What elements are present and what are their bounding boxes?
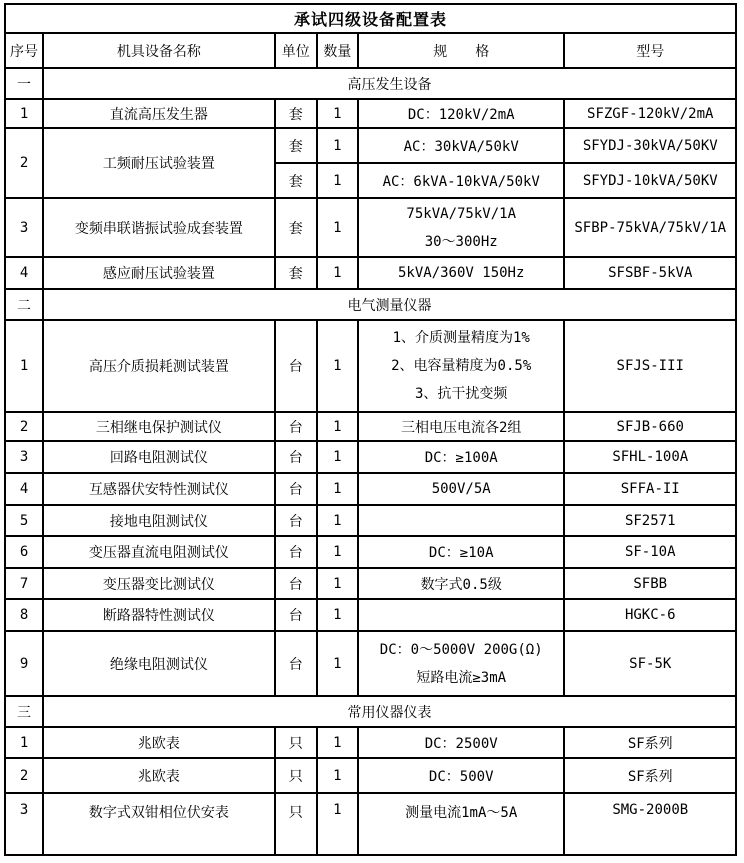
cell-unit: 套 [275, 128, 317, 163]
col-header-qty: 数量 [317, 33, 358, 68]
cell-equipment-name: 数字式双钳相位伏安表 [43, 793, 275, 855]
cell-model: SFYDJ-10kVA/50KV [564, 163, 736, 198]
cell-equipment-name: 变压器变比测试仪 [43, 568, 275, 599]
cell-qty: 1 [317, 163, 358, 198]
section-number: 三 [5, 696, 43, 727]
cell-equipment-name: 接地电阻测试仪 [43, 505, 275, 536]
cell-spec: DC：≥100A [358, 441, 565, 473]
cell-unit: 只 [275, 758, 317, 793]
cell-unit: 台 [275, 536, 317, 568]
table-row [5, 568, 736, 599]
cell-equipment-name: 互感器伏安特性测试仪 [43, 473, 275, 505]
cell-qty: 1 [317, 473, 358, 505]
spec-line: DC：0～5000V 200G(Ω) [379, 641, 543, 658]
cell-spec: 测量电流1mA～5A [358, 793, 565, 855]
table-row [5, 505, 736, 536]
section-number: 二 [5, 289, 43, 320]
cell-unit: 套 [275, 99, 317, 128]
cell-qty: 1 [317, 99, 358, 128]
cell-index: 2 [5, 128, 43, 198]
cell-equipment-name: 高压介质损耗测试装置 [43, 320, 275, 412]
cell-model: SF-5K [564, 631, 736, 696]
cell-model: SFHL-100A [564, 441, 736, 473]
spec-line: 短路电流≥3mA [416, 669, 507, 686]
cell-equipment-name: 兆欧表 [43, 758, 275, 793]
cell-equipment-name: 绝缘电阻测试仪 [43, 631, 275, 696]
cell-model: SF系列 [564, 727, 736, 758]
cell-qty: 1 [317, 727, 358, 758]
col-header-index: 序号 [5, 33, 43, 68]
cell-qty: 1 [317, 412, 358, 441]
cell-unit: 只 [275, 793, 317, 855]
spec-line: 30～300Hz [424, 233, 498, 250]
cell-model: SF2571 [564, 505, 736, 536]
cell-model: SFYDJ-30kVA/50KV [564, 128, 736, 163]
cell-index: 3 [5, 198, 43, 257]
cell-qty: 1 [317, 793, 358, 855]
table-row [5, 412, 736, 441]
cell-index: 2 [5, 412, 43, 441]
table-row [5, 257, 736, 289]
cell-spec: 数字式0.5级 [358, 568, 565, 599]
cell-qty: 1 [317, 758, 358, 793]
cell-spec [358, 599, 565, 631]
spec-line: 1、介质测量精度为1% [392, 330, 530, 346]
cell-qty: 1 [317, 198, 358, 257]
cell-equipment-name: 变压器直流电阻测试仪 [43, 536, 275, 568]
cell-equipment-name: 兆欧表 [43, 727, 275, 758]
cell-model: SF系列 [564, 758, 736, 793]
section-heading: 高压发生设备 [43, 68, 736, 99]
cell-unit: 套 [275, 198, 317, 257]
cell-spec [358, 198, 565, 257]
cell-spec [358, 505, 565, 536]
table-row [5, 99, 736, 128]
cell-index: 4 [5, 473, 43, 505]
cell-equipment-name: 三相继电保护测试仪 [43, 412, 275, 441]
table-row [5, 599, 736, 631]
cell-index: 7 [5, 568, 43, 599]
cell-index: 1 [5, 727, 43, 758]
section-number: 一 [5, 68, 43, 99]
cell-index: 3 [5, 441, 43, 473]
col-header-spec: 规 格 [358, 33, 565, 68]
cell-model: SFSBF-5kVA [564, 257, 736, 289]
col-header-unit: 单位 [275, 33, 317, 68]
table-row [5, 727, 736, 758]
table-row [5, 631, 736, 696]
cell-equipment-name: 变频串联谐振试验成套装置 [43, 198, 275, 257]
cell-index: 1 [5, 99, 43, 128]
section-heading: 常用仪器仪表 [43, 696, 736, 727]
col-header-name: 机具设备名称 [43, 33, 275, 68]
spec-line: 2、电容量精度为0.5% [391, 358, 532, 374]
cell-index: 5 [5, 505, 43, 536]
cell-unit: 台 [275, 320, 317, 412]
cell-unit: 只 [275, 727, 317, 758]
cell-spec: AC：30kVA/50kV [358, 128, 565, 163]
cell-qty: 1 [317, 631, 358, 696]
cell-model: SF-10A [564, 536, 736, 568]
table-row [5, 441, 736, 473]
cell-index: 6 [5, 536, 43, 568]
cell-unit: 套 [275, 257, 317, 289]
cell-model: SFBB [564, 568, 736, 599]
spec-line: 75kVA/75kV/1A [406, 205, 516, 222]
table-row [5, 473, 736, 505]
cell-equipment-name: 工频耐压试验装置 [43, 128, 275, 198]
cell-model: SFJS-III [564, 320, 736, 412]
cell-equipment-name: 感应耐压试验装置 [43, 257, 275, 289]
cell-spec: DC：120kV/2mA [358, 99, 565, 128]
cell-unit: 台 [275, 441, 317, 473]
cell-qty: 1 [317, 536, 358, 568]
equipment-config-table [4, 3, 737, 856]
section-heading: 电气测量仪器 [43, 289, 736, 320]
cell-qty: 1 [317, 257, 358, 289]
cell-index: 4 [5, 257, 43, 289]
cell-unit: 套 [275, 163, 317, 198]
cell-unit: 台 [275, 473, 317, 505]
cell-index: 8 [5, 599, 43, 631]
table-title: 承试四级设备配置表 [5, 4, 736, 33]
table-row [5, 758, 736, 793]
cell-unit: 台 [275, 505, 317, 536]
cell-index: 9 [5, 631, 43, 696]
cell-spec: 5kVA/360V 150Hz [358, 257, 565, 289]
cell-index: 1 [5, 320, 43, 412]
col-header-model: 型号 [564, 33, 736, 68]
cell-unit: 台 [275, 568, 317, 599]
cell-equipment-name: 断路器特性测试仪 [43, 599, 275, 631]
cell-model: SFJB-660 [564, 412, 736, 441]
cell-qty: 1 [317, 128, 358, 163]
cell-model: SFBP-75kVA/75kV/1A [564, 198, 736, 257]
cell-qty: 1 [317, 568, 358, 599]
cell-unit: 台 [275, 631, 317, 696]
cell-equipment-name: 回路电阻测试仪 [43, 441, 275, 473]
table-row [5, 793, 736, 855]
cell-spec: AC：6kVA-10kVA/50kV [358, 163, 565, 198]
table-row [5, 536, 736, 568]
cell-spec [358, 631, 565, 696]
cell-unit: 台 [275, 599, 317, 631]
cell-qty: 1 [317, 320, 358, 412]
cell-spec: DC：500V [358, 758, 565, 793]
cell-qty: 1 [317, 441, 358, 473]
cell-spec [358, 320, 565, 412]
cell-model: HGKC-6 [564, 599, 736, 631]
cell-model: SFFA-II [564, 473, 736, 505]
spec-line: 3、抗干扰变频 [414, 386, 508, 402]
cell-unit: 台 [275, 412, 317, 441]
table-row [5, 320, 736, 412]
cell-spec: 500V/5A [358, 473, 565, 505]
table-row [5, 128, 736, 163]
cell-index: 3 [5, 793, 43, 855]
table-row [5, 198, 736, 257]
cell-model: SFZGF-120kV/2mA [564, 99, 736, 128]
cell-qty: 1 [317, 599, 358, 631]
cell-qty: 1 [317, 505, 358, 536]
cell-index: 2 [5, 758, 43, 793]
cell-model: SMG-2000B [564, 793, 736, 855]
cell-spec: DC：≥10A [358, 536, 565, 568]
cell-spec: 三相电压电流各2组 [358, 412, 565, 441]
cell-spec: DC：2500V [358, 727, 565, 758]
cell-equipment-name: 直流高压发生器 [43, 99, 275, 128]
